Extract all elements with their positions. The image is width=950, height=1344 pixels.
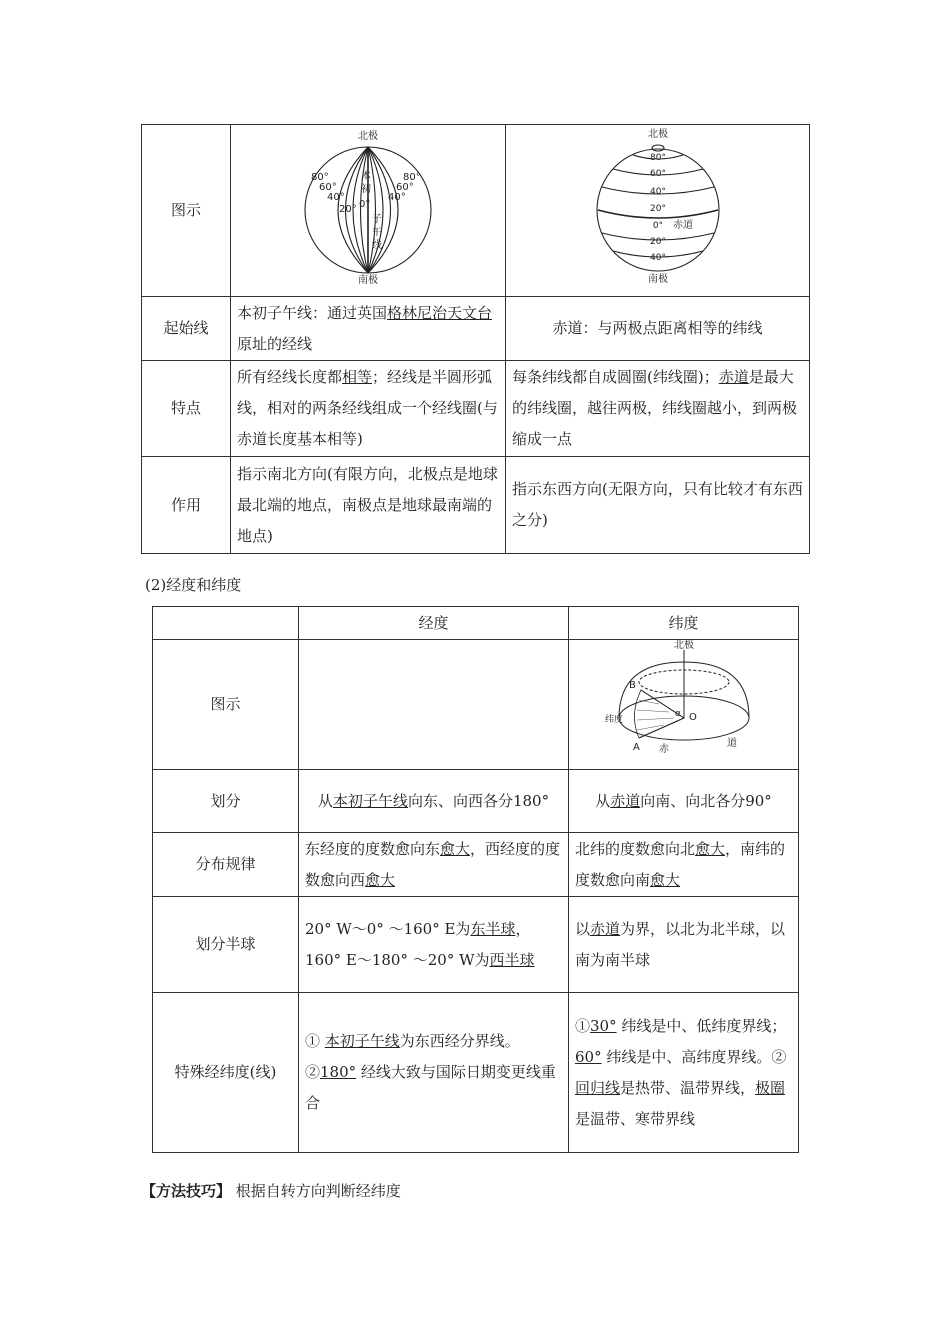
lon-label: 20° xyxy=(339,204,357,215)
zero-lon-label: 0° xyxy=(359,199,371,210)
meridian-parallel-table xyxy=(141,124,810,554)
cell-text: 指示南北方向(有限方向，北极点是地球最北端的地点，南极点是地球最南端的地点) xyxy=(231,457,506,554)
row-label: 划分半球 xyxy=(153,897,299,993)
prime-meridian-char: 子 xyxy=(372,214,382,225)
parallel-figure-cell xyxy=(506,125,810,297)
lat-label: 20° xyxy=(649,204,666,214)
cell-text: 赤道：与两极点距离相等的纬线 xyxy=(506,297,810,361)
lat-label: 60° xyxy=(649,169,666,179)
lat-label: 20° xyxy=(649,237,666,247)
parallel-globe-figure xyxy=(573,125,743,285)
lon-label: 80° xyxy=(403,172,421,183)
north-pole-label: 北极 xyxy=(647,129,668,140)
cell-text: 从本初子午线向东、向西各分180° xyxy=(299,770,569,833)
row-label: 划分 xyxy=(153,770,299,833)
row-label: 起始线 xyxy=(142,297,231,361)
row-label: 作用 xyxy=(142,457,231,554)
lat-label: 80° xyxy=(649,153,666,163)
cell-text: 北纬的度数愈向北愈大，南纬的度数愈向南愈大 xyxy=(569,833,799,897)
chi-label: 赤 xyxy=(658,744,669,755)
cell-text: 本初子午线：通过英国格林尼治天文台原址的经线 xyxy=(231,297,506,361)
method-tag: 【方法技巧】 xyxy=(141,1182,232,1200)
cell-text: 所有经线长度都相等；经线是半圆形弧线，相对的两条经线组成一个经线圈(与赤道长度基本相等) xyxy=(231,361,506,457)
latitude-figure-cell xyxy=(569,640,799,770)
cell-text: 东经度的度数愈向东愈大，西经度的度数愈向西愈大 xyxy=(299,833,569,897)
row-label: 图示 xyxy=(153,640,299,770)
prime-meridian-char: 线 xyxy=(372,240,382,251)
header-longitude: 经度 xyxy=(299,607,569,640)
latitude-label: 纬度 xyxy=(604,715,623,725)
cell-text: ① 本初子午线为东西经分界线。②180° 经线大致与国际日期变更线重合 xyxy=(299,993,569,1153)
lat-label: 40° xyxy=(649,187,666,197)
dao-label: 道 xyxy=(726,738,737,749)
lon-label: 40° xyxy=(388,192,406,203)
cell-text: ①30° 纬线是中、低纬度界线；60° 纬线是中、高纬度界线。②回归线是热带、温带界线，极圈是温带、寒带界线 xyxy=(569,993,799,1153)
alpha-label: α xyxy=(674,709,681,719)
latitude-hemisphere-figure xyxy=(599,640,769,758)
meridian-globe-figure xyxy=(283,125,453,285)
point-o-label: O xyxy=(688,712,697,723)
cell-text: 指示东西方向(无限方向，只有比较才有东西之分) xyxy=(506,457,810,554)
header-empty xyxy=(153,607,299,640)
lon-label: 40° xyxy=(327,192,345,203)
meridian-figure-cell xyxy=(231,125,506,297)
method-tip xyxy=(141,1180,401,1201)
cell-text: 20° W～0° ～160° E为东半球，160° E～180° ～20° W为西半球 xyxy=(299,897,569,993)
cell-text: 从赤道向南、向北各分90° xyxy=(569,770,799,833)
header-latitude: 纬度 xyxy=(569,607,799,640)
south-pole-label: 南极 xyxy=(647,274,668,285)
cell-text: 以赤道为界，以北为北半球，以南为南半球 xyxy=(569,897,799,993)
row-label: 图示 xyxy=(142,125,231,297)
lat-label: 40° xyxy=(649,253,666,263)
lat-label: 0° xyxy=(652,221,663,231)
point-a-label: A xyxy=(632,742,640,753)
lon-label: 60° xyxy=(396,182,414,193)
section-title: (2)经度和纬度 xyxy=(145,576,242,594)
north-pole-label: 北极 xyxy=(358,131,378,142)
row-label: 分布规律 xyxy=(153,833,299,897)
equator-label: 赤道 xyxy=(672,220,693,231)
method-text: 根据自转方向判断经纬度 xyxy=(235,1182,401,1200)
point-b-label: B xyxy=(628,680,636,691)
longitude-latitude-table xyxy=(152,606,799,1153)
row-label: 特点 xyxy=(142,361,231,457)
prime-meridian-char: 初 xyxy=(361,184,371,195)
cell-text: 每条纬线都自成圆圈(纬线圈)；赤道是最大的纬线圈，越往两极，纬线圈越小，到两极缩成一点 xyxy=(506,361,810,457)
lon-label: 60° xyxy=(319,182,337,193)
south-pole-label: 南极 xyxy=(358,275,378,285)
north-pole-label: 北极 xyxy=(673,640,694,651)
longitude-figure-cell xyxy=(299,640,569,770)
prime-meridian-char: 本 xyxy=(361,171,371,182)
row-label: 特殊经纬度(线) xyxy=(153,993,299,1153)
prime-meridian-char: 午 xyxy=(372,227,382,238)
lon-label: 80° xyxy=(311,172,329,183)
